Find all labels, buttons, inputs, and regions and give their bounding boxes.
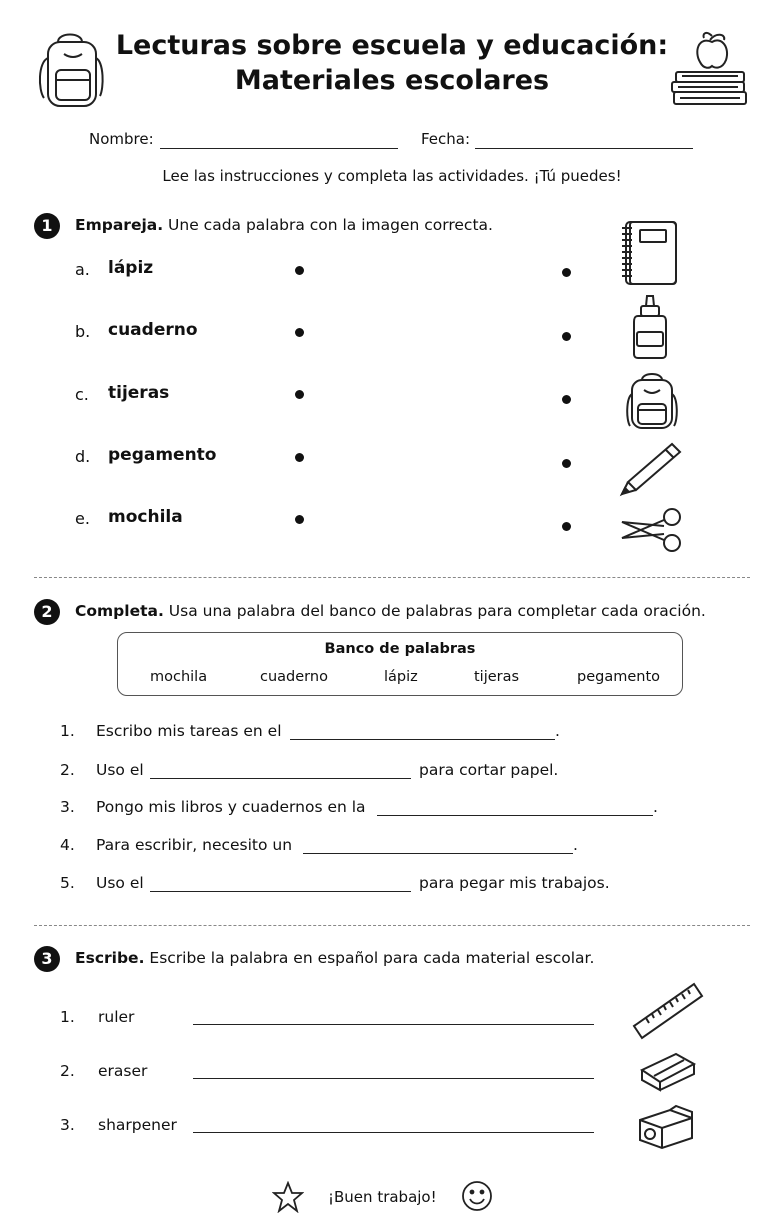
section3-heading (75, 949, 594, 967)
section-divider-1 (34, 577, 750, 578)
sentence-2-text: Uso el (96, 761, 144, 779)
write-item-3-answer[interactable] (193, 1132, 594, 1133)
glue-icon (630, 294, 670, 360)
match-word-e: mochila (108, 507, 183, 527)
match-left-dot-d[interactable] (295, 453, 304, 462)
section3-heading-bold: Escribe. (75, 949, 145, 967)
sentence-5-end: para pegar mis trabajos. (419, 874, 610, 892)
bank-word-2: cuaderno (260, 669, 328, 685)
write-item-3-number: 3. (60, 1116, 75, 1134)
star-icon (272, 1181, 304, 1213)
smiley-icon (461, 1180, 493, 1212)
instructions-text: Lee las instrucciones y completa las actividades. ¡Tú puedes! (162, 167, 622, 185)
section2-heading (75, 602, 706, 620)
sentence-1-number: 1. (60, 722, 75, 740)
match-letter-d: d. (75, 447, 91, 466)
bank-word-3: lápiz (384, 669, 418, 685)
match-letter-c: c. (75, 385, 89, 404)
match-right-dot-3[interactable] (562, 395, 571, 404)
ruler-icon (630, 980, 706, 1044)
write-item-1-word: ruler (98, 1008, 135, 1026)
match-left-dot-a[interactable] (295, 266, 304, 275)
word-bank-title: Banco de palabras (324, 641, 476, 657)
match-right-dot-2[interactable] (562, 332, 571, 341)
sentence-2-number: 2. (60, 761, 75, 779)
sentence-5-text: Uso el (96, 874, 144, 892)
date-label: Fecha: (421, 130, 471, 148)
notebook-icon (620, 220, 680, 288)
name-label: Nombre: (89, 130, 154, 148)
match-word-b: cuaderno (108, 320, 198, 340)
page-title-line1: Lecturas sobre escuela y educación: (115, 30, 669, 61)
sentence-4-blank[interactable] (303, 853, 573, 854)
write-item-1-answer[interactable] (193, 1024, 594, 1025)
page-title-line2: Materiales escolares (234, 65, 550, 96)
match-left-dot-c[interactable] (295, 390, 304, 399)
sentence-5-number: 5. (60, 874, 75, 892)
section1-heading (75, 216, 493, 234)
section2-heading-rest: Usa una palabra del banco de palabras para completar cada oración. (163, 602, 706, 620)
sentence-5-blank[interactable] (150, 891, 411, 892)
sentence-3-blank[interactable] (377, 815, 653, 816)
write-item-2-answer[interactable] (193, 1078, 594, 1079)
section1-heading-rest: Une cada palabra con la imagen correcta. (163, 216, 493, 234)
section1-number: 1 (34, 213, 60, 239)
match-right-dot-5[interactable] (562, 522, 571, 531)
scissors-icon (618, 504, 684, 556)
eraser-icon (636, 1048, 698, 1094)
sentence-2-blank[interactable] (150, 778, 411, 779)
pencil-icon (618, 440, 684, 498)
match-letter-a: a. (75, 260, 90, 279)
sentence-4-text: Para escribir, necesito un (96, 836, 293, 854)
sharpener-icon (636, 1102, 698, 1152)
bank-word-5: pegamento (577, 669, 661, 685)
section1-heading-bold: Empareja. (75, 216, 164, 234)
write-item-1-number: 1. (60, 1008, 75, 1026)
sentence-1-end: . (555, 722, 560, 740)
backpack-icon (624, 370, 680, 432)
write-item-2-number: 2. (60, 1062, 75, 1080)
match-letter-b: b. (75, 322, 91, 341)
sentence-4-number: 4. (60, 836, 75, 854)
write-item-2-word: eraser (98, 1062, 148, 1080)
write-item-3-word: sharpener (98, 1116, 177, 1134)
sentence-1-blank[interactable] (290, 739, 555, 740)
match-left-dot-b[interactable] (295, 328, 304, 337)
bank-word-1: mochila (150, 669, 208, 685)
section-divider-2 (34, 925, 750, 926)
footer-text: ¡Buen trabajo! (328, 1188, 437, 1206)
section2-heading-bold: Completa. (75, 602, 164, 620)
sentence-3-number: 3. (60, 798, 75, 816)
bank-word-4: tijeras (474, 669, 520, 685)
section2-number: 2 (34, 599, 60, 625)
sentence-1-text: Escribo mis tareas en el (96, 722, 282, 740)
sentence-4-end: . (573, 836, 578, 854)
match-left-dot-e[interactable] (295, 515, 304, 524)
sentence-3-end: . (653, 798, 658, 816)
match-word-d: pegamento (108, 445, 217, 465)
match-word-a: lápiz (108, 258, 154, 278)
date-field[interactable] (475, 148, 693, 149)
sentence-2-end: para cortar papel. (419, 761, 559, 779)
match-letter-e: e. (75, 509, 90, 528)
name-field[interactable] (160, 148, 398, 149)
match-right-dot-1[interactable] (562, 268, 571, 277)
section3-heading-rest: Escribe la palabra en español para cada material escolar. (144, 949, 595, 967)
match-right-dot-4[interactable] (562, 459, 571, 468)
section3-number: 3 (34, 946, 60, 972)
sentence-3-text: Pongo mis libros y cuadernos en la (96, 798, 366, 816)
match-word-c: tijeras (108, 383, 170, 403)
